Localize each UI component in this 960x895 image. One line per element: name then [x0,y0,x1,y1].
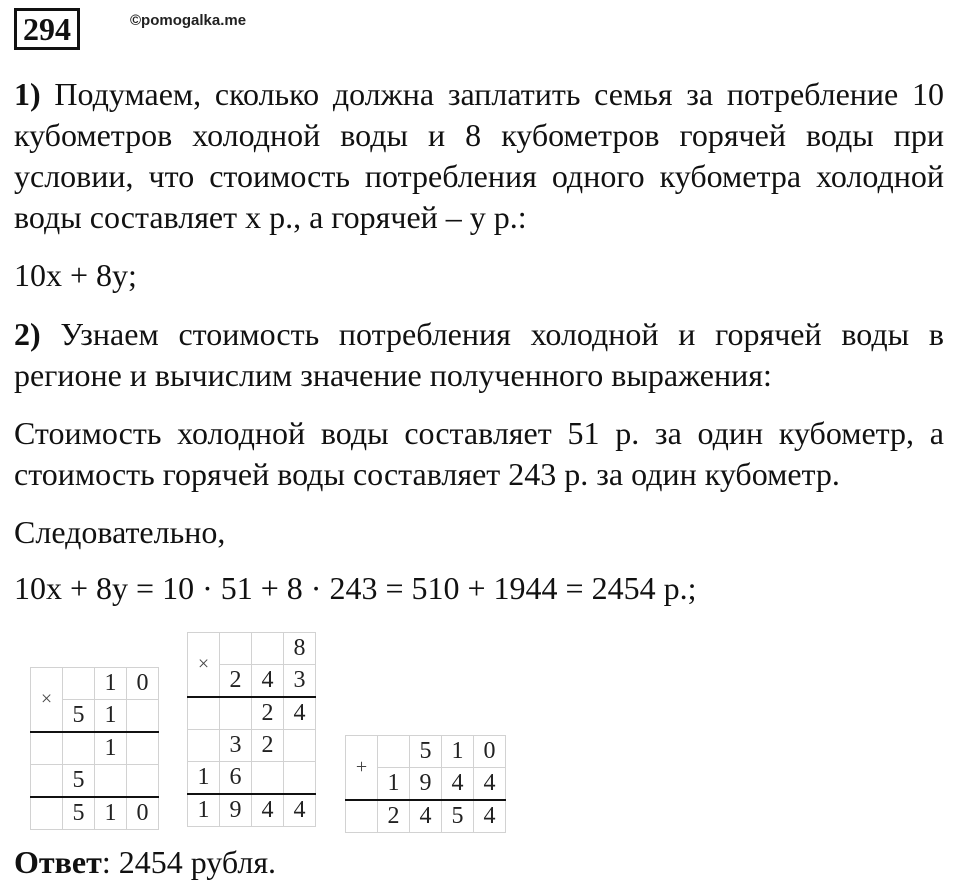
digit-cell: 4 [442,768,474,801]
therefore-text: Следовательно, [14,514,226,550]
calculation-line: 10x + 8y = 10 · 51 + 8 · 243 = 510 + 1944 = 2454 р.; [14,570,697,606]
digit-cell: 4 [474,768,506,801]
digit-cell: 9 [410,768,442,801]
digit-cell: 4 [284,794,316,827]
digit-cell: 4 [474,800,506,833]
digit-cell: 4 [284,697,316,730]
digit-cell: 2 [252,697,284,730]
digit-cell [95,765,127,798]
digit-cell: 5 [410,736,442,768]
prices-paragraph: Стоимость холодной воды составляет 51 р. за один кубометр, а стоимость горячей воды составляет 243 р. за один кубометр. [14,415,944,492]
digit-cell [127,732,159,765]
digit-cell: 1 [95,732,127,765]
multiply-sign: × [31,668,63,733]
digit-cell [63,732,95,765]
plus-sign: + [346,736,378,801]
digit-cell: 0 [127,797,159,830]
digit-cell: 1 [378,768,410,801]
column-add-510-1944 [345,735,506,833]
digit-cell: 4 [410,800,442,833]
digit-cell [284,730,316,762]
digit-cell: 3 [220,730,252,762]
step1-paragraph [14,74,944,238]
digit-cell: 9 [220,794,252,827]
digit-cell [252,633,284,665]
digit-cell: 1 [95,797,127,830]
task-number: 294 [14,8,80,50]
digit-cell: 4 [252,794,284,827]
digit-cell [188,697,220,730]
digit-cell: 5 [63,700,95,733]
step2-text: Узнаем стоимость потребления холодной и горячей воды в регионе и вычислим значение полученного выражения: [14,316,945,393]
digit-cell: 1 [95,700,127,733]
answer-label: Ответ [14,844,102,880]
empty-cell [31,797,63,830]
step1-text: Подумаем, сколько должна заплатить семья за потребление 10 кубометров холодной воды и 8 кубометров горячей воды при условии, что стоимость потребления одного кубометра холодной воды составляет x р., а горячей – y р.: [14,76,945,235]
column-mult-243-8 [187,632,316,827]
empty-cell [31,765,63,798]
digit-cell [63,668,95,700]
step2-paragraph [14,314,944,396]
column-mult-10-51 [30,667,159,830]
digit-cell [284,762,316,795]
step1-expression: 10x + 8y; [14,257,137,293]
digit-cell: 1 [188,762,220,795]
digit-cell: 2 [378,800,410,833]
digit-cell: 5 [63,797,95,830]
watermark: ©pomogalka.me [130,12,247,29]
digit-cell: 4 [252,665,284,698]
digit-cell [252,762,284,795]
answer-text: : 2454 рубля. [101,844,277,880]
digit-cell: 2 [252,730,284,762]
digit-cell [220,633,252,665]
answer-line [14,842,276,882]
step1-label: 1) [14,76,41,112]
digit-cell: 2 [220,665,252,698]
step2-label: 2) [14,316,41,352]
digit-cell: 6 [220,762,252,795]
digit-cell [220,697,252,730]
digit-cell: 5 [442,800,474,833]
digit-cell: 1 [95,668,127,700]
digit-cell: 0 [474,736,506,768]
digit-cell [378,736,410,768]
digit-cell [127,765,159,798]
digit-cell: 8 [284,633,316,665]
empty-cell [346,800,378,833]
digit-cell [188,730,220,762]
digit-cell: 1 [188,794,220,827]
multiply-sign: × [188,633,220,698]
digit-cell [127,700,159,733]
digit-cell: 5 [63,765,95,798]
digit-cell: 1 [442,736,474,768]
digit-cell: 0 [127,668,159,700]
empty-cell [31,732,63,765]
digit-cell: 3 [284,665,316,698]
